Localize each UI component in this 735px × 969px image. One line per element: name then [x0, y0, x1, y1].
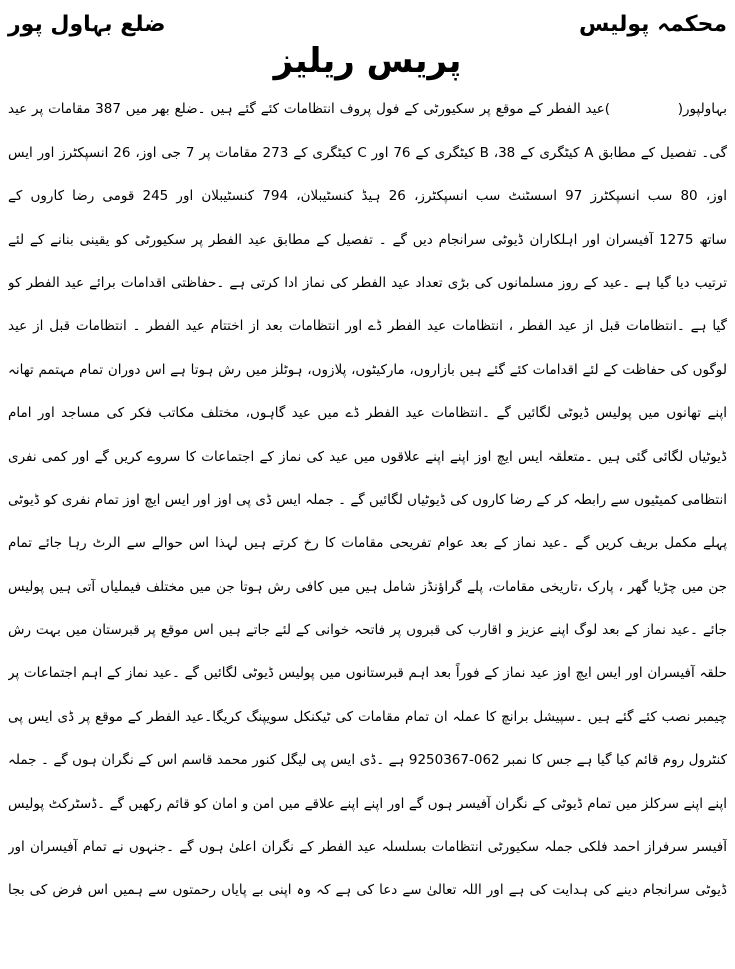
- page-title: پریس ریلیز: [273, 41, 462, 81]
- body-line: ڈیوٹی سرانجام دینے کی ہدایت کی ہے اور اللہ تعالیٰ سے دعا کی ہے کہ وہ اپنی بے پایاں رحمتوں سے ہمیں اس فرض کی بجا: [8, 882, 727, 899]
- body-line: اوز، 80 سب انسپکٹرز 97 اسسٹنٹ سب انسپکٹرز، 26 ہیڈ کنسٹیبلان، 794 کنسٹیبلان اور 245 قومی رضا کاروں کے: [8, 188, 727, 205]
- body-line: اپنے اپنے سرکلز میں تمام ڈیوٹی کے نگران آفیسر ہوں گے اور اپنے اپنے علاقے میں امن و امان کو قائم رکھیں گے ۔ڈسٹرکٹ پولیس: [8, 795, 727, 812]
- body-line: ساتھ 1275 آفیسران اور اہلکاران ڈیوٹی سرانجام دیں گے ۔ تفصیل کے مطابق عید الفطر پر سکیورٹی کو یقینی بنانے کے لئے: [8, 231, 727, 248]
- body-line: کنٹرول روم قائم کیا گیا ہے جس کا نمبر 062-9250367 ہے ۔ڈی ایس پی لیگل کنور محمد قاسم اس کے نگران ہوں گے ۔ جملہ: [8, 752, 727, 769]
- body-line: ترتیب دیا گیا ہے ۔عید کے روز مسلمانوں کی بڑی تعداد عید الفطر کی نماز ادا کرتی ہے ۔حفاظتی اقدامات برائے عید الفطر کو: [8, 274, 727, 291]
- press-release-body: [6, 88, 729, 912]
- body-line: آفیسر سرفراز احمد فلکی جملہ سکیورٹی انتظامات بسلسلہ عید الفطر کے نگران اعلیٰ ہوں گے ۔جنہوں نے تمام آفیسران اور: [8, 839, 727, 856]
- body-line: چیمبر نصب کئے گئے ہیں ۔سپیشل برانچ کا عملہ ان تمام مقامات کی ٹیکنکل سویپنگ کریگا۔عید الفطر کے موقع پر ڈی ایس پی: [8, 708, 727, 725]
- body-line: جن میں چڑیا گھر ، پارک ،تاریخی مقامات، پلے گراؤنڈز شامل ہیں میں کافی رش ہوتا جن میں مختلف فیملیاں آتی ہیں پولیس: [8, 578, 727, 595]
- department-name: محکمہ پولیس: [579, 12, 727, 37]
- document-header: [6, 6, 729, 41]
- district-name: ضلع بہاول پور: [8, 12, 166, 37]
- body-line: گیا ہے ۔انتظامات قبل از عید الفطر ، انتظامات عید الفطر ڈے اور انتظامات بعد از اختتام عید الفطر ۔ انتظامات قبل از عید: [8, 318, 727, 335]
- body-line: جائے ۔عید نماز کے بعد لوگ اپنے عزیز و اقارب کی قبروں پر فاتحہ خوانی کے لئے جاتے ہیں اس موقع پر قبرستان میں بہت رش: [8, 622, 727, 639]
- body-line: پہلے مکمل بریف کریں گے ۔عید نماز کے بعد عوام تفریحی مقامات کا رخ کرتے ہیں لہذا اس حوالے سے الرٹ رہا جائے تمام: [8, 535, 727, 552]
- body-line: گی۔ تفصیل کے مطابق A کیٹگری کے 38، B کیٹگری کے 76 اور C کیٹگری کے 273 مقامات پر 7 جی اوز، 26 انسپکٹرز اور ایس: [8, 144, 727, 161]
- body-line: حلقہ آفیسران اور ایس ایچ اوز عید نماز کے فوراً بعد اہم قبرستانوں میں پولیس ڈیوٹی لگائیں گے ۔عید نماز کے اہم اجتماعات پر: [8, 665, 727, 682]
- body-line: اپنے تھانوں میں پولیس ڈیوٹی لگائیں گے ۔انتظامات عید الفطر ڈے میں عید گاہوں، مختلف مکاتب فکر کی مساجد اور امام: [8, 405, 727, 422]
- body-line: ڈیوٹیاں لگائی گئی ہیں ۔متعلقہ ایس ایچ اوز اپنے اپنے علاقوں میں عید کی نماز کے اجتماعات کا سروے کریں گے اور کمی نفری: [8, 448, 727, 465]
- body-line: بہاولپور( )عید الفطر کے موقع پر سکیورٹی کے فول پروف انتظامات کئے گئے ہیں ۔ضلع بھر میں 387 مقامات پر عید: [8, 101, 727, 118]
- body-line: انتظامی کمیٹیوں سے رابطہ کر کے رضا کاروں کی ڈیوٹیاں لگائیں گے ۔ جملہ ایس ڈی پی اوز اور ایس ایچ اوز تمام نفری کو ڈیوٹی: [8, 491, 727, 508]
- body-line: لوگوں کی حفاظت کے لئے اقدامات کئے گئے ہیں بازاروں، مارکیٹوں، پلازوں، ہوٹلز میں رش ہوتا ہے اس دوران تمام مہتمم تھانہ: [8, 361, 727, 378]
